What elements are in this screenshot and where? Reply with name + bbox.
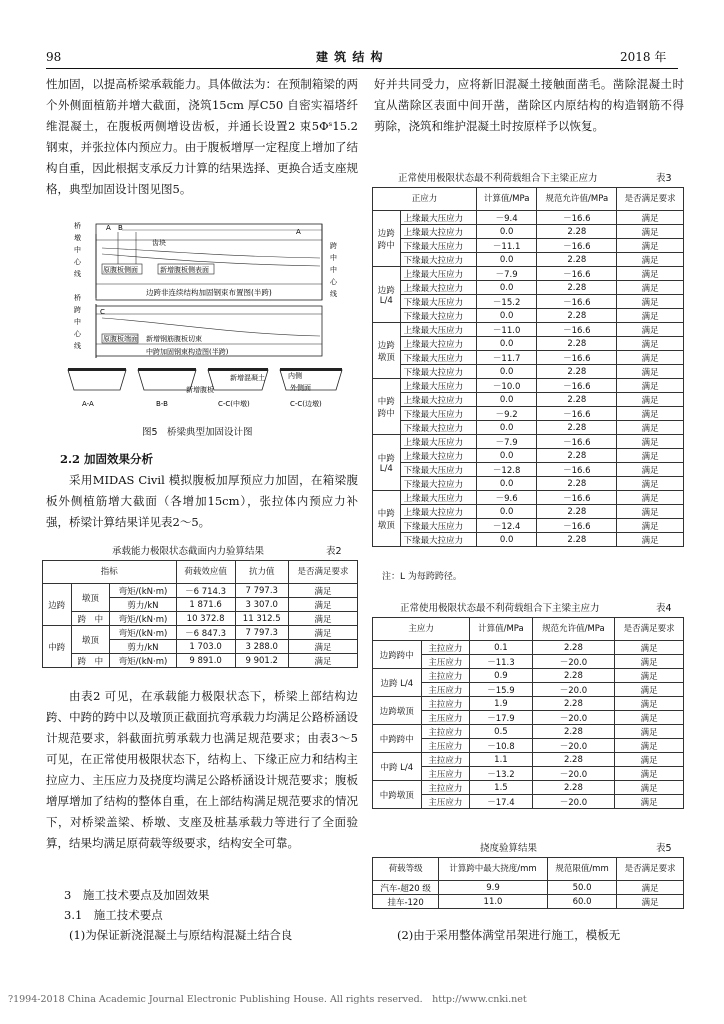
value-cell: －9.2 bbox=[476, 407, 536, 421]
fig-label-B1: B bbox=[118, 224, 123, 232]
stress-type-cell: 上缘最大拉应力 bbox=[400, 393, 476, 407]
value-cell: 满足 bbox=[617, 505, 684, 519]
resistance-cell: 7 797.3 bbox=[235, 584, 288, 598]
left-para-1: 性加固，以提高桥梁承载能力。具体做法为：在预制箱梁的两个外侧面植筋并增大截面，浇筑15cm 厚C50 自密实福塔纤维混凝土，在腹板两侧增设齿板，并通长设置2 束5Φˢ15.2 钢束，并张拉体内预应力。由于腹板增厚一定程度上增加了结构自重，因此根据支承反力计算的结果选择、更换合适支座规格，典型加固设计图见图5。 bbox=[46, 77, 358, 196]
value-cell: 满足 bbox=[617, 491, 684, 505]
value-cell: －15.9 bbox=[470, 683, 532, 697]
ok-cell: 满足 bbox=[288, 598, 357, 612]
value-cell: －17.4 bbox=[470, 795, 532, 809]
table-row bbox=[373, 895, 684, 909]
stress-type-cell: 上缘最大拉应力 bbox=[400, 225, 476, 239]
table-row bbox=[373, 449, 684, 463]
value-cell: 满足 bbox=[615, 697, 684, 711]
stress-type-cell: 上缘最大拉应力 bbox=[400, 505, 476, 519]
value-cell: －16.6 bbox=[537, 323, 617, 337]
value-cell: 0.0 bbox=[476, 477, 536, 491]
item-cell: 剪力/kN bbox=[110, 640, 176, 654]
table-row bbox=[373, 669, 684, 683]
value-cell: 满足 bbox=[617, 519, 684, 533]
stress-type-cell: 下缘最大拉应力 bbox=[400, 533, 476, 547]
table-row bbox=[373, 379, 684, 393]
figure-5-caption: 图5 桥梁典型加固设计图 bbox=[142, 427, 253, 438]
fig-label-box1: 原腹板侧面 bbox=[103, 266, 138, 274]
value-cell: －16.6 bbox=[537, 435, 617, 449]
stress-type-cell: 主压应力 bbox=[421, 683, 470, 697]
group-cell: 中跨 bbox=[43, 626, 72, 668]
effect-cell: 1 703.0 bbox=[176, 640, 235, 654]
value-cell: －9.6 bbox=[476, 491, 536, 505]
svg-text:跨: 跨 bbox=[74, 306, 81, 314]
table-row bbox=[373, 267, 684, 281]
value-cell: 满足 bbox=[615, 795, 684, 809]
effect-cell: －6 714.3 bbox=[176, 584, 235, 598]
svg-text:中: 中 bbox=[330, 254, 337, 262]
table-row bbox=[373, 697, 684, 711]
value-cell: 满足 bbox=[617, 281, 684, 295]
stress-type-cell: 主压应力 bbox=[421, 655, 470, 669]
item-cell: 弯矩/(kN·m) bbox=[110, 612, 176, 626]
journal-title: 建 筑 结 构 bbox=[316, 50, 384, 64]
value-cell: 满足 bbox=[617, 239, 684, 253]
value-cell: 满足 bbox=[617, 225, 684, 239]
value-cell: －20.0 bbox=[532, 739, 615, 753]
table-3: 正应力 计算值/MPa 规范允许值/MPa 是否满足要求 边跨 跨中 上缘最大压应力 －9.4 －16.6 满足 上缘最大拉应力 0.0 2.28 满足 下缘最大压应力 －11.1 －16.6 满足 下缘最大拉应力 0.0 2.28 满足 边跨 L/4 上缘最大压应力 －7.9 －16.6 满足 上缘最大拉应力 0.0 2.28 满足 下缘最大压应力 －15.2 －16.6 满足 下缘最大拉应力 0.0 2.28 满足 边跨 墩顶 上缘最大压应力 －11.0 －16.6 满足 上缘最大拉应力 0.0 2.28 满足 下缘最大压应力 －11.7 －16.6 满足 下缘最大拉应力 0.0 2.28 满足 中跨 跨中 上缘最大压应力 －10.0 －16.6 满足 上缘最大拉应力 0.0 2.28 满足 下缘最大压应力 －9.2 －16.6 满足 下缘最大拉应力 0.0 2.28 满足 中跨 L/4 上缘最大压应力 －7.9 －16.6 满足 上缘最大拉应力 0.0 2.28 满足 下缘最大压应力 －12.8 －16.6 满足 下缘最大拉应力 0.0 2.28 满足 中跨 墩顶 上缘最大压应力 －9.6 －16.6 满足 上缘最大拉应力 0.0 2.28 满足 下缘最大压应力 －12.4 －16.6 满足 下缘最大拉应力 0.0 2.28 满足 bbox=[372, 187, 684, 547]
value-cell: －16.6 bbox=[537, 379, 617, 393]
table2-label: 表2 bbox=[326, 546, 342, 557]
value-cell: 满足 bbox=[615, 767, 684, 781]
table-row bbox=[373, 393, 684, 407]
year: 2018 年 bbox=[620, 50, 667, 64]
value-cell: 1.5 bbox=[470, 781, 532, 795]
value-cell: 满足 bbox=[617, 435, 684, 449]
stress-type-cell: 下缘最大压应力 bbox=[400, 463, 476, 477]
table-row bbox=[373, 881, 684, 895]
value-cell: 0.5 bbox=[470, 725, 532, 739]
table4-caption: 正常使用极限状态最不利荷载组合下主梁主应力 bbox=[400, 603, 600, 614]
table-row bbox=[373, 781, 684, 795]
fig-label-s2: B-B bbox=[156, 400, 168, 408]
value-cell: 2.28 bbox=[537, 225, 617, 239]
fig-label-qichi: 齿块 bbox=[152, 239, 166, 247]
table-row bbox=[373, 641, 684, 655]
value-cell: －7.9 bbox=[476, 435, 536, 449]
ok-cell: 满足 bbox=[288, 584, 357, 598]
value-cell: 0.0 bbox=[476, 337, 536, 351]
value-cell: 9.9 bbox=[439, 881, 548, 895]
stress-type-cell: 上缘最大压应力 bbox=[400, 491, 476, 505]
value-cell: 2.28 bbox=[537, 365, 617, 379]
group-cell: 边跨 墩顶 bbox=[373, 323, 401, 379]
table-row bbox=[43, 626, 358, 640]
group-cell: 边跨 跨中 bbox=[373, 211, 401, 267]
effect-cell: 1 871.6 bbox=[176, 598, 235, 612]
value-cell: 满足 bbox=[617, 309, 684, 323]
fig-label-s4: C-C(边墩) bbox=[290, 400, 322, 408]
value-cell: －16.6 bbox=[537, 463, 617, 477]
table5-caption: 挠度验算结果 bbox=[480, 843, 538, 854]
fig-label-n2: 新增腹板 bbox=[186, 386, 214, 394]
value-cell: 0.0 bbox=[476, 253, 536, 267]
fig-label-s3: C-C(中墩) bbox=[218, 400, 250, 408]
value-cell: 2.28 bbox=[537, 477, 617, 491]
resistance-cell: 3 307.0 bbox=[235, 598, 288, 612]
svg-text:线: 线 bbox=[74, 270, 81, 278]
table-2: 指标 荷载效应值 抗力值 是否满足要求 边跨 墩顶 弯矩/(kN·m) －6 714.3 7 797.3 满足 剪力/kN 1 871.6 3 307.0 满足 跨 中 弯矩/(kN·m) 10 372.8 11 312.5 满足 中跨 墩顶 弯矩/(kN·m) －6 847.3 7 797.3 满足 剪力/kN 1 703.0 3 288.0 满足 跨 中 弯矩/(kN·m) 9 891.0 9 901.2 满足 bbox=[42, 560, 358, 668]
value-cell: 满足 bbox=[617, 253, 684, 267]
value-cell: 满足 bbox=[615, 655, 684, 669]
value-cell: 0.0 bbox=[476, 533, 536, 547]
header-rule bbox=[46, 68, 678, 69]
value-cell: 60.0 bbox=[547, 895, 616, 909]
value-cell: 满足 bbox=[617, 393, 684, 407]
fig-label-center: 边跨非连续结构加固钢束布置图(半跨) bbox=[146, 288, 272, 297]
fig-label-A2: A bbox=[106, 224, 111, 232]
value-cell: －12.4 bbox=[476, 519, 536, 533]
value-cell: 满足 bbox=[617, 533, 684, 547]
value-cell: －20.0 bbox=[532, 683, 615, 697]
ok-cell: 满足 bbox=[288, 612, 357, 626]
fig-label-n3: 内侧 bbox=[288, 372, 302, 380]
table-row bbox=[373, 519, 684, 533]
value-cell: －9.4 bbox=[476, 211, 536, 225]
stress-type-cell: 上缘最大压应力 bbox=[400, 435, 476, 449]
table-row bbox=[373, 309, 684, 323]
group-cell: 中跨 跨中 bbox=[373, 379, 401, 435]
value-cell: 满足 bbox=[617, 267, 684, 281]
table-row bbox=[373, 295, 684, 309]
value-cell: －11.7 bbox=[476, 351, 536, 365]
value-cell: 1.9 bbox=[470, 697, 532, 711]
svg-text:中: 中 bbox=[74, 318, 81, 326]
value-cell: 满足 bbox=[617, 895, 684, 909]
value-cell: －16.6 bbox=[537, 519, 617, 533]
group-cell: 中跨墩顶 bbox=[373, 781, 422, 809]
stress-type-cell: 下缘最大压应力 bbox=[400, 295, 476, 309]
svg-text:桥: 桥 bbox=[74, 222, 81, 230]
table-4: 主应力 计算值/MPa 规范允许值/MPa 是否满足要求 边跨跨中 主拉应力 0.1 2.28 满足 主压应力 －11.3 －20.0 满足 边跨 L/4 主拉应力 0.9 2.28 满足 主压应力 －15.9 －20.0 满足 边跨墩顶 主拉应力 1.9 2.28 满足 主压应力 －17.9 －20.0 满足 中跨跨中 主拉应力 0.5 2.28 满足 主压应力 －10.8 －20.0 满足 中跨 L/4 主拉应力 1.1 2.28 满足 主压应力 －13.2 －20.0 满足 中跨墩顶 主拉应力 1.5 2.28 满足 主压应力 －17.4 －20.0 满足 bbox=[372, 617, 684, 809]
value-cell: 0.0 bbox=[476, 449, 536, 463]
value-cell: 0.0 bbox=[476, 225, 536, 239]
value-cell: 0.0 bbox=[476, 281, 536, 295]
value-cell: 满足 bbox=[617, 421, 684, 435]
value-cell: －12.8 bbox=[476, 463, 536, 477]
value-cell: 0.1 bbox=[470, 641, 532, 655]
ok-cell: 满足 bbox=[288, 654, 357, 668]
value-cell: 满足 bbox=[615, 669, 684, 683]
value-cell: －20.0 bbox=[532, 655, 615, 669]
item-cell: 剪力/kN bbox=[110, 598, 176, 612]
value-cell: 2.28 bbox=[532, 781, 615, 795]
table4-label: 表4 bbox=[656, 603, 672, 614]
value-cell: －20.0 bbox=[532, 711, 615, 725]
left-para-3: 由表2 可见，在承载能力极限状态下，桥梁上部结构边跨、中跨的跨中以及墩顶正截面抗弯承载力均满足公路桥涵设计规范要求，斜截面抗剪承载力也满足规范要求；由表3～5 可见，在正常使用极限状态下，结构上、下缘正应力和结构主拉应力、主压应力及挠度均满足公路桥涵设计规范要求；腹板增厚增加了结构的整体自重，在上部结构满足规范要求的情况下，对桥梁盖梁、桥墩、支座及桩基承载力等进行了全面验算，结果均满足原荷载等级要求，结构安全可靠。 bbox=[46, 689, 358, 850]
value-cell: 满足 bbox=[617, 449, 684, 463]
value-cell: －11.0 bbox=[476, 323, 536, 337]
fig-label-box3: 原腹板端面 bbox=[103, 335, 138, 343]
fig-label-C: C bbox=[100, 308, 105, 316]
position-cell: 跨 中 bbox=[71, 654, 110, 668]
table-row bbox=[43, 654, 358, 668]
table-row bbox=[373, 323, 684, 337]
stress-type-cell: 下缘最大拉应力 bbox=[400, 365, 476, 379]
group-cell: 边跨 bbox=[43, 584, 72, 626]
ok-cell: 满足 bbox=[288, 640, 357, 654]
table-row bbox=[373, 281, 684, 295]
table-row bbox=[373, 365, 684, 379]
stress-type-cell: 主拉应力 bbox=[421, 641, 470, 655]
value-cell: －16.6 bbox=[537, 267, 617, 281]
value-cell: 2.28 bbox=[537, 253, 617, 267]
value-cell: 2.28 bbox=[532, 641, 615, 655]
resistance-cell: 11 312.5 bbox=[235, 612, 288, 626]
value-cell: 2.28 bbox=[537, 421, 617, 435]
stress-type-cell: 上缘最大压应力 bbox=[400, 323, 476, 337]
value-cell: 满足 bbox=[615, 683, 684, 697]
stress-type-cell: 下缘最大压应力 bbox=[400, 519, 476, 533]
section-3-heading: 3 施工技术要点及加固效果 bbox=[64, 888, 210, 902]
page-number: 98 bbox=[46, 50, 62, 64]
item-cell: 弯矩/(kN·m) bbox=[110, 654, 176, 668]
value-cell: 2.28 bbox=[532, 753, 615, 767]
table-row bbox=[373, 351, 684, 365]
value-cell: －13.2 bbox=[470, 767, 532, 781]
value-cell: －10.8 bbox=[470, 739, 532, 753]
svg-text:墩: 墩 bbox=[74, 234, 81, 242]
value-cell: 2.28 bbox=[537, 449, 617, 463]
svg-text:跨: 跨 bbox=[330, 242, 337, 250]
table-row bbox=[373, 477, 684, 491]
table-row bbox=[373, 337, 684, 351]
stress-type-cell: 主压应力 bbox=[421, 795, 470, 809]
group-cell: 中跨 L/4 bbox=[373, 435, 401, 491]
stress-type-cell: 下缘最大压应力 bbox=[400, 407, 476, 421]
group-cell: 边跨墩顶 bbox=[373, 697, 422, 725]
value-cell: －16.6 bbox=[537, 407, 617, 421]
stress-type-cell: 上缘最大压应力 bbox=[400, 211, 476, 225]
fig-label-box4: 新增钢筋腹板切束 bbox=[146, 335, 202, 343]
group-cell: 边跨 L/4 bbox=[373, 267, 401, 323]
copyright-footer: ?1994-2018 China Academic Journal Electronic Publishing House. All rights reserved. http://www.cnki.net bbox=[8, 994, 527, 1005]
table-row bbox=[43, 612, 358, 626]
left-para-2: 采用MIDAS Civil 模拟腹板加厚预应力加固，在箱梁腹板外侧植筋增大截面（各增加15cm），张拉体内预应力补强，桥梁计算结果详见表2～5。 bbox=[46, 473, 358, 529]
value-cell: －16.6 bbox=[537, 211, 617, 225]
resistance-cell: 7 797.3 bbox=[235, 626, 288, 640]
table-row bbox=[373, 211, 684, 225]
value-cell: 0.0 bbox=[476, 365, 536, 379]
value-cell: 2.28 bbox=[537, 281, 617, 295]
svg-text:心: 心 bbox=[330, 278, 337, 286]
value-cell: 满足 bbox=[617, 463, 684, 477]
stress-type-cell: 主压应力 bbox=[421, 767, 470, 781]
value-cell: －15.2 bbox=[476, 295, 536, 309]
stress-type-cell: 主拉应力 bbox=[421, 697, 470, 711]
stress-type-cell: 下缘最大拉应力 bbox=[400, 309, 476, 323]
table3-label: 表3 bbox=[656, 173, 672, 184]
group-cell: 中跨跨中 bbox=[373, 725, 422, 753]
table3-caption: 正常使用极限状态最不利荷载组合下主梁正应力 bbox=[398, 173, 598, 184]
value-cell: －20.0 bbox=[532, 767, 615, 781]
ok-cell: 满足 bbox=[288, 626, 357, 640]
value-cell: －7.9 bbox=[476, 267, 536, 281]
table-row bbox=[373, 239, 684, 253]
value-cell: 满足 bbox=[615, 711, 684, 725]
stress-type-cell: 上缘最大拉应力 bbox=[400, 337, 476, 351]
table-row bbox=[373, 253, 684, 267]
value-cell: 满足 bbox=[617, 407, 684, 421]
table-row bbox=[373, 463, 684, 477]
value-cell: －11.1 bbox=[476, 239, 536, 253]
value-cell: 2.28 bbox=[537, 505, 617, 519]
stress-type-cell: 下缘最大拉应力 bbox=[400, 253, 476, 267]
resistance-cell: 3 288.0 bbox=[235, 640, 288, 654]
svg-text:中: 中 bbox=[74, 246, 81, 254]
value-cell: 0.0 bbox=[476, 393, 536, 407]
svg-text:线: 线 bbox=[74, 342, 81, 350]
group-cell: 中跨 墩顶 bbox=[373, 491, 401, 547]
table2-caption: 承载能力极限状态截面内力验算结果 bbox=[112, 546, 265, 557]
stress-type-cell: 主压应力 bbox=[421, 711, 470, 725]
figure-5 bbox=[62, 218, 352, 414]
value-cell: 满足 bbox=[617, 323, 684, 337]
value-cell: 满足 bbox=[617, 337, 684, 351]
stress-type-cell: 主拉应力 bbox=[421, 669, 470, 683]
left-para-4: (1)为保证新浇混凝土与原结构混凝土结合良 bbox=[69, 928, 293, 942]
fig-label-A1: A bbox=[296, 228, 301, 236]
value-cell: －17.9 bbox=[470, 711, 532, 725]
value-cell: 满足 bbox=[615, 725, 684, 739]
table-row bbox=[373, 753, 684, 767]
effect-cell: 10 372.8 bbox=[176, 612, 235, 626]
value-cell: －16.6 bbox=[537, 491, 617, 505]
fig-label-s1: A-A bbox=[82, 400, 94, 408]
svg-text:中: 中 bbox=[330, 266, 337, 274]
stress-type-cell: 主拉应力 bbox=[421, 725, 470, 739]
value-cell: 2.28 bbox=[537, 393, 617, 407]
table-row bbox=[373, 491, 684, 505]
svg-text:线: 线 bbox=[330, 290, 337, 298]
table-row bbox=[373, 725, 684, 739]
value-cell: 满足 bbox=[617, 211, 684, 225]
group-cell: 边跨 L/4 bbox=[373, 669, 422, 697]
stress-type-cell: 下缘最大压应力 bbox=[400, 351, 476, 365]
value-cell: 2.28 bbox=[532, 725, 615, 739]
value-cell: 满足 bbox=[617, 351, 684, 365]
right-para-2: (2)由于采用整体满堂吊架进行施工，模板无 bbox=[397, 928, 621, 942]
value-cell: 0.0 bbox=[476, 421, 536, 435]
value-cell: 50.0 bbox=[547, 881, 616, 895]
item-cell: 弯矩/(kN·m) bbox=[110, 584, 176, 598]
table-5: 荷载等级 计算跨中最大挠度/mm 规范限值/mm 是否满足要求 汽车-超20 级 9.9 50.0 满足 挂车-120 11.0 60.0 满足 bbox=[372, 857, 684, 909]
value-cell: －16.6 bbox=[537, 351, 617, 365]
value-cell: 0.9 bbox=[470, 669, 532, 683]
effect-cell: －6 847.3 bbox=[176, 626, 235, 640]
stress-type-cell: 主拉应力 bbox=[421, 781, 470, 795]
value-cell: －11.3 bbox=[470, 655, 532, 669]
value-cell: 2.28 bbox=[532, 669, 615, 683]
value-cell: 挂车-120 bbox=[373, 895, 439, 909]
value-cell: 满足 bbox=[617, 477, 684, 491]
stress-type-cell: 上缘最大压应力 bbox=[400, 379, 476, 393]
value-cell: 2.28 bbox=[537, 309, 617, 323]
value-cell: 1.1 bbox=[470, 753, 532, 767]
value-cell: 11.0 bbox=[439, 895, 548, 909]
stress-type-cell: 上缘最大压应力 bbox=[400, 267, 476, 281]
value-cell: 0.0 bbox=[476, 309, 536, 323]
value-cell: 满足 bbox=[617, 365, 684, 379]
value-cell: 汽车-超20 级 bbox=[373, 881, 439, 895]
value-cell: 满足 bbox=[617, 295, 684, 309]
position-cell: 墩顶 bbox=[71, 584, 110, 612]
value-cell: 满足 bbox=[615, 641, 684, 655]
svg-text:心: 心 bbox=[74, 258, 81, 266]
position-cell: 跨 中 bbox=[71, 612, 110, 626]
value-cell: 0.0 bbox=[476, 505, 536, 519]
fig-label-n4: 外侧面 bbox=[290, 384, 311, 392]
table5-label: 表5 bbox=[656, 843, 672, 854]
resistance-cell: 9 901.2 bbox=[235, 654, 288, 668]
section-3-1-heading: 3.1 施工技术要点 bbox=[64, 908, 163, 922]
value-cell: 2.28 bbox=[537, 533, 617, 547]
effect-cell: 9 891.0 bbox=[176, 654, 235, 668]
value-cell: 满足 bbox=[617, 379, 684, 393]
value-cell: －20.0 bbox=[532, 795, 615, 809]
table-row bbox=[373, 407, 684, 421]
value-cell: －16.6 bbox=[537, 239, 617, 253]
value-cell: －16.6 bbox=[537, 295, 617, 309]
fig-label-sub: 中跨加固钢束构造图(半跨) bbox=[146, 348, 229, 356]
value-cell: 2.28 bbox=[537, 337, 617, 351]
stress-type-cell: 下缘最大拉应力 bbox=[400, 477, 476, 491]
value-cell: 满足 bbox=[615, 753, 684, 767]
table-row bbox=[373, 505, 684, 519]
stress-type-cell: 上缘最大拉应力 bbox=[400, 281, 476, 295]
stress-type-cell: 上缘最大拉应力 bbox=[400, 449, 476, 463]
table-row bbox=[373, 533, 684, 547]
value-cell: 满足 bbox=[617, 881, 684, 895]
value-cell: 满足 bbox=[615, 781, 684, 795]
table-row bbox=[373, 421, 684, 435]
value-cell: 2.28 bbox=[532, 697, 615, 711]
svg-text:心: 心 bbox=[74, 330, 81, 338]
table3-note: 注：L 为每跨跨径。 bbox=[382, 572, 462, 582]
section-2-2-heading: 2.2 加固效果分析 bbox=[60, 452, 154, 466]
fig-label-box2: 新增腹板侧表面 bbox=[160, 266, 209, 274]
stress-type-cell: 下缘最大拉应力 bbox=[400, 421, 476, 435]
table-row bbox=[43, 584, 358, 598]
table-row bbox=[373, 435, 684, 449]
position-cell: 墩顶 bbox=[71, 626, 110, 654]
fig-label-n1: 新增混凝土 bbox=[230, 374, 265, 382]
group-cell: 中跨 L/4 bbox=[373, 753, 422, 781]
stress-type-cell: 主压应力 bbox=[421, 739, 470, 753]
right-para-1: 好并共同受力，应将新旧混凝土接触面凿毛。凿除混凝土时宜从凿除区表面中间开凿，凿除区内原结构的构造钢筋不得剪除，浇筑和维护混凝土时按原样予以恢复。 bbox=[374, 77, 684, 133]
table-row bbox=[373, 225, 684, 239]
stress-type-cell: 主拉应力 bbox=[421, 753, 470, 767]
stress-type-cell: 下缘最大压应力 bbox=[400, 239, 476, 253]
svg-text:桥: 桥 bbox=[74, 294, 81, 302]
group-cell: 边跨跨中 bbox=[373, 641, 422, 669]
value-cell: －10.0 bbox=[476, 379, 536, 393]
value-cell: 满足 bbox=[615, 739, 684, 753]
item-cell: 弯矩/(kN·m) bbox=[110, 626, 176, 640]
